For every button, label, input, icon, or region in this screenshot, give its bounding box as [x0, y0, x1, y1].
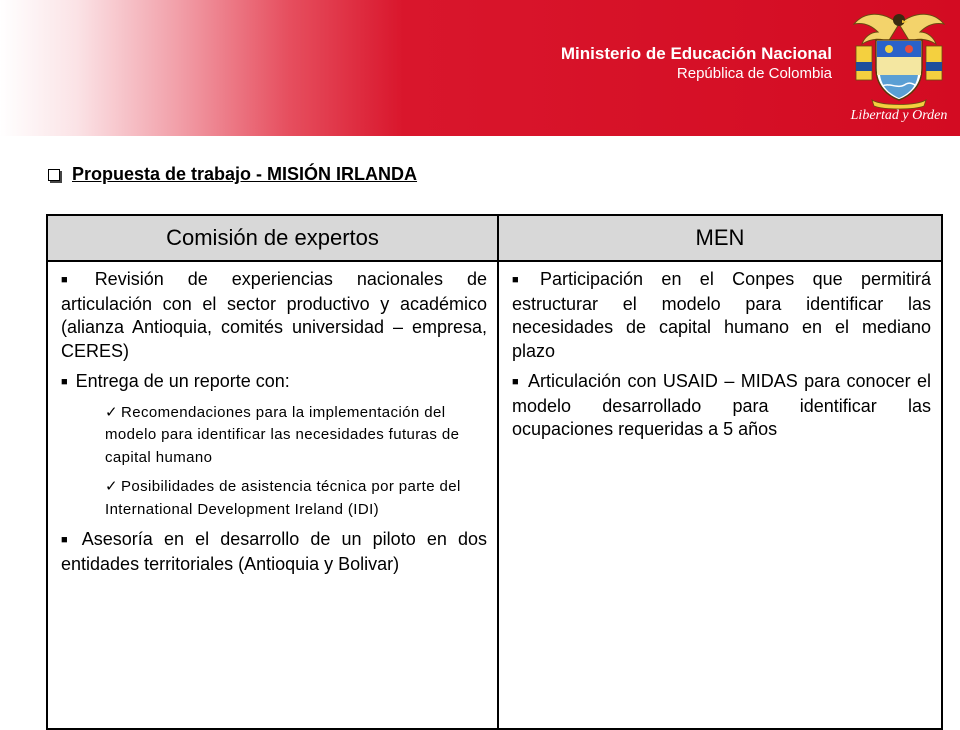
- ministry-block: [561, 44, 832, 84]
- table-header-row: [47, 215, 942, 261]
- filled-square-bullet-icon: ■: [512, 376, 521, 388]
- filled-square-bullet-icon: ■: [61, 274, 87, 286]
- square-bullet-icon: [48, 169, 60, 181]
- coat-of-arms-icon: [842, 2, 956, 110]
- list-item: ■ Entrega de un reporte con:: [61, 371, 290, 391]
- filled-square-bullet-icon: ■: [61, 534, 74, 546]
- section-heading: [48, 164, 417, 185]
- list-item: ■ Articulación con USAID – MIDAS para conocer el modelo desarrollado para identificar las ocupaciones requeridas a 5 años: [512, 371, 931, 439]
- ministry-name: Ministerio de Educación Nacional: [560, 44, 832, 63]
- list-item: ■ Asesoría en el desarrollo de un piloto en dos entidades territoriales (Antioquia y Bolivar): [61, 529, 487, 574]
- sub-list-item: ✓ Posibilidades de asistencia técnica por parte del International Development Ireland (IDI): [105, 478, 461, 518]
- comparison-table: [46, 214, 943, 730]
- filled-square-bullet-icon: ■: [61, 376, 68, 388]
- filled-square-bullet-icon: ■: [512, 274, 533, 286]
- header-banner: [0, 0, 960, 136]
- cell-expertos: [47, 261, 498, 729]
- checkmark-icon: ✓: [105, 478, 118, 495]
- cell-men: [498, 261, 942, 729]
- sub-list-item: ✓ Recomendaciones para la implementación del modelo para identificar las necesidades futuras de capital humano: [105, 403, 460, 466]
- list-item: ■ Participación en el Conpes que permitirá estructurar el modelo para identificar las necesidades de capital humano en el mediano plazo: [512, 269, 931, 361]
- table-row: [47, 261, 942, 729]
- column-header-men: MEN: [498, 215, 942, 261]
- checkmark-icon: ✓: [105, 403, 118, 421]
- republic-name: República de Colombia: [676, 65, 832, 82]
- list-item: ■ Revisión de experiencias nacionales de articulación con el sector productivo y académico (alianza Antioquia, comités universidad – empresa, CERES): [61, 269, 487, 361]
- coat-of-arms: [842, 2, 956, 134]
- motto-text: Libertad y Orden: [850, 108, 948, 123]
- column-header-expertos: Comisión de expertos: [47, 215, 498, 261]
- section-title: Propuesta de trabajo - MISIÓN IRLANDA: [72, 164, 418, 184]
